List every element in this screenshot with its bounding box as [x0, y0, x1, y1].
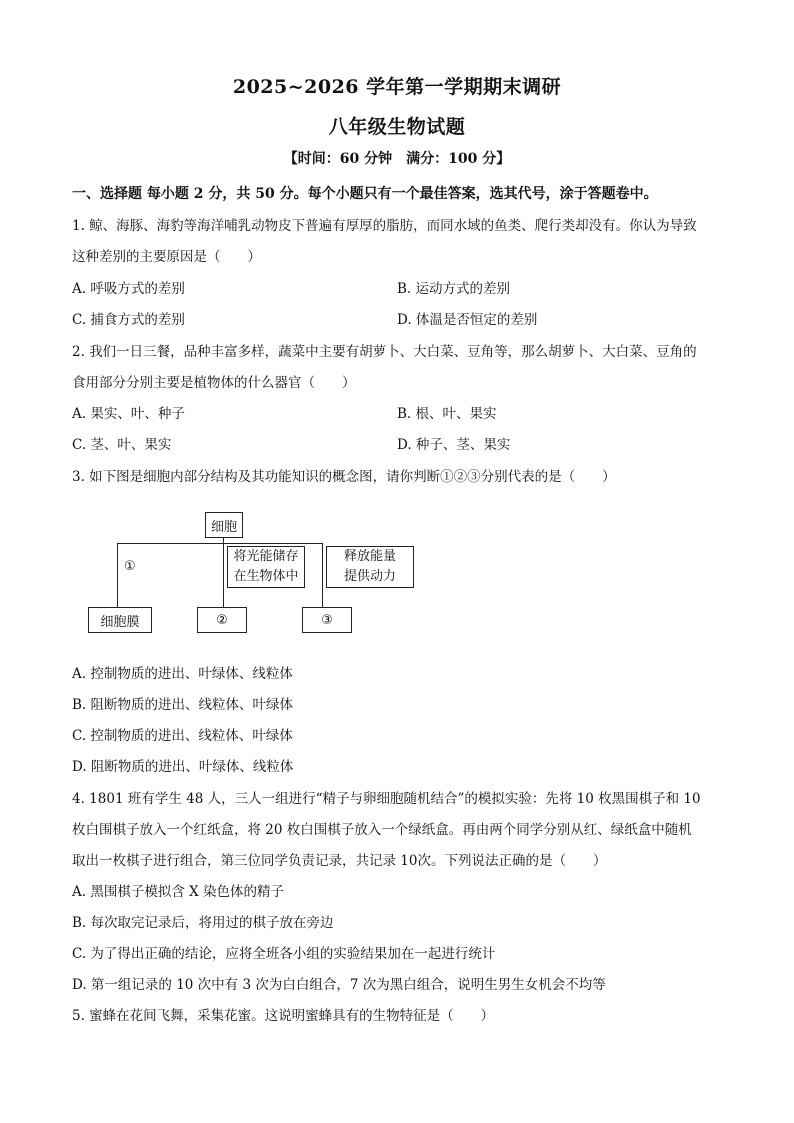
diagram-release-energy-box: 释放能量提供动力: [326, 546, 414, 588]
diagram-blank-2-box: ②: [197, 607, 247, 633]
diagram-blank-3-box: ③: [302, 607, 352, 633]
diagram-connector: [322, 543, 323, 607]
q1-option-a: A. 呼吸方式的差别: [72, 281, 185, 297]
q2-option-a: A. 果实、叶、种子: [72, 406, 185, 422]
q2-option-b: B. 根、叶、果实: [397, 406, 497, 422]
q3-text-line1: 3. 如下图是细胞内部分结构及其功能知识的概念图，请你判断①②③分别代表的是（ ）: [72, 469, 616, 485]
diagram-root-cell: 细胞: [205, 512, 243, 538]
exam-subtitle: 八年级生物试题: [328, 116, 466, 138]
diagram-store-energy-box: 将光能储存在生物体中: [227, 546, 305, 588]
exam-title: 2025~2026 学年第一学期期末调研: [232, 76, 562, 98]
q4-text-line2: 枚白围棋子放入一个红纸盒，将 20 枚白围棋子放入一个绿纸盒。再由两个同学分别从红、绿纸盒中随机: [72, 822, 692, 838]
q4-text-line1: 4. 1801 班有学生 48 人，三人一组进行“精子与卵细胞随机结合”的模拟实验：先将 10 枚黑围棋子和 10: [72, 791, 701, 807]
q3-option-d: D. 阻断物质的进出、叶绿体、线粒体: [72, 759, 294, 775]
q1-option-d: D. 体温是否恒定的差别: [397, 312, 538, 328]
q1-text-line2: 这种差别的主要原因是（ ）: [72, 249, 261, 265]
diagram-label-1: ①: [124, 559, 136, 574]
diagram-connector: [117, 543, 322, 544]
diagram-connector: [117, 543, 118, 607]
q2-option-c: C. 茎、叶、果实: [72, 437, 172, 453]
q1-option-c: C. 捕食方式的差别: [72, 312, 185, 328]
q3-option-b: B. 阻断物质的进出、线粒体、叶绿体: [72, 697, 294, 713]
q4-option-a: A. 黑围棋子模拟含 X 染色体的精子: [72, 884, 285, 900]
exam-meta: 【时间：60 分钟 满分：100 分】: [283, 151, 511, 167]
diagram-connector: [223, 543, 224, 607]
q4-option-c: C. 为了得出正确的结论，应将全班各小组的实验结果加在一起进行统计: [72, 946, 496, 962]
q4-option-b: B. 每次取完记录后，将用过的棋子放在旁边: [72, 915, 334, 931]
diagram-cell-membrane-box: 细胞膜: [88, 607, 152, 633]
q5-text-line1: 5. 蜜蜂在花间飞舞，采集花蜜。这说明蜜蜂具有的生物特征是（ ）: [72, 1008, 495, 1024]
q2-text-line1: 2. 我们一日三餐，品种丰富多样，蔬菜中主要有胡萝卜、大白菜、豆角等，那么胡萝卜、大白菜、豆角的: [72, 344, 697, 360]
q4-text-line3: 取出一枚棋子进行组合，第三位同学负责记录，共记录 10次。下列说法正确的是（ ）: [72, 853, 607, 869]
q1-text-line1: 1. 鲸、海豚、海豹等海洋哺乳动物皮下普遍有厚厚的脂肪，而同水域的鱼类、爬行类却没有。你认为导致: [72, 218, 697, 234]
q1-option-b: B. 运动方式的差别: [397, 281, 511, 297]
q3-option-a: A. 控制物质的进出、叶绿体、线粒体: [72, 666, 293, 682]
q2-text-line2: 食用部分分别主要是植物体的什么器官（ ）: [72, 375, 356, 391]
q3-option-c: C. 控制物质的进出、线粒体、叶绿体: [72, 728, 293, 744]
section-heading: 一、选择题 每小题 2 分，共 50 分。每个小题只有一个最佳答案，选其代号，涂于答题卷中。: [72, 186, 658, 202]
q2-option-d: D. 种子、茎、果实: [397, 437, 511, 453]
cell-concept-diagram: [88, 512, 428, 634]
q4-option-d: D. 第一组记录的 10 次中有 3 次为白白组合，7 次为黑白组合，说明生男生女机会不均等: [72, 977, 606, 993]
